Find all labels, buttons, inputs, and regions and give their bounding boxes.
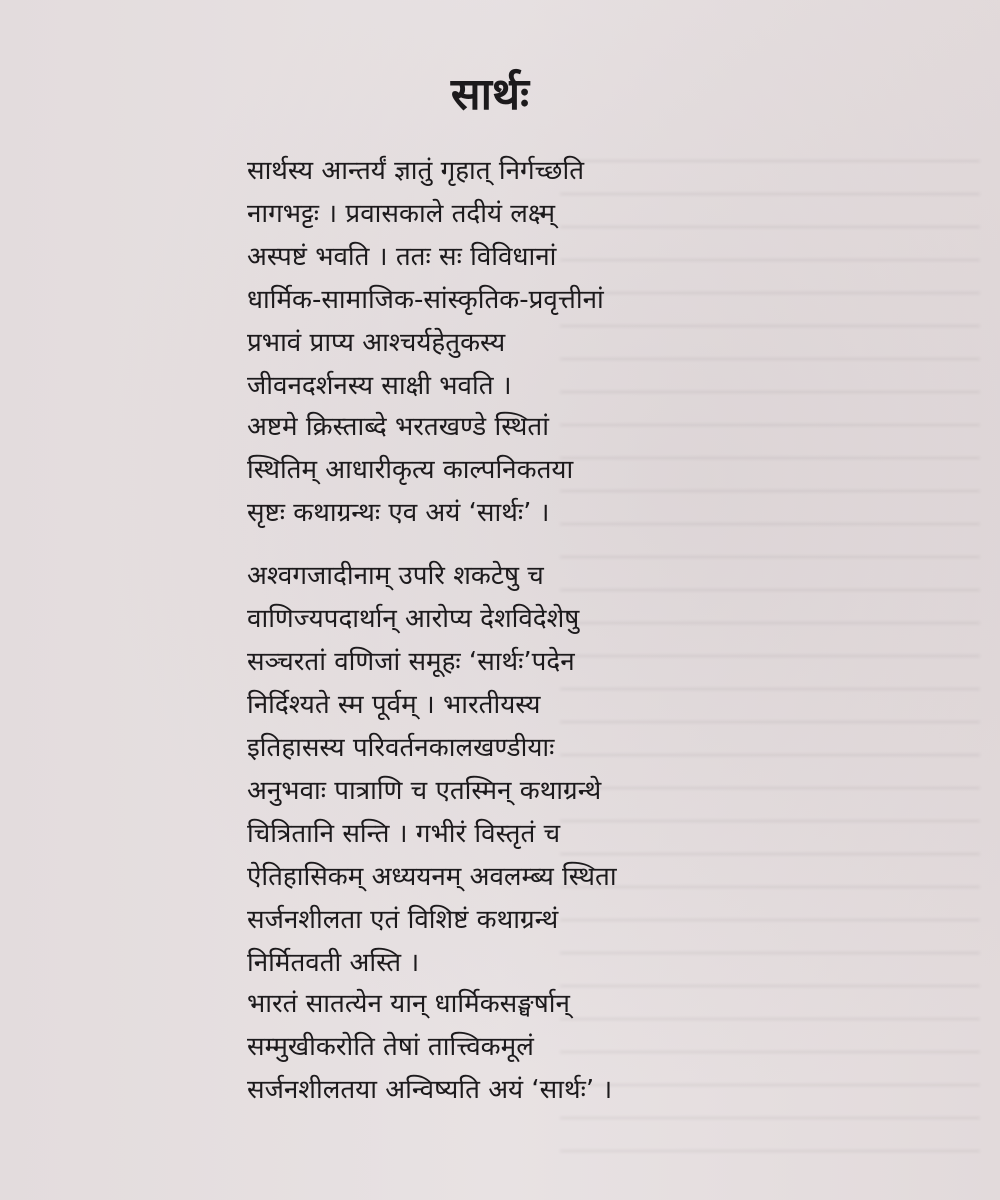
paragraph-line: इतिहासस्य परिवर्तनकालखण्डीयाः <box>247 733 555 763</box>
paragraph-line: ऐतिहासिकम् अध्ययनम् अवलम्ब्य स्थिता <box>247 862 617 892</box>
paragraph-line: चित्रितानि सन्ति । गभीरं विस्तृतं च <box>247 819 561 849</box>
paragraph-line: सम्मुखीकरोति तेषां तात्त्विकमूलं <box>247 1032 534 1062</box>
paragraph-line: निर्दिश्यते स्म पूर्वम् । भारतीयस्य <box>247 690 541 720</box>
paragraph-line: अश्वगजादीनाम् उपरि शकटेषु च <box>247 561 544 591</box>
paragraph-line: स्थितिम् आधारीकृत्य काल्पनिकतया <box>247 455 574 485</box>
paragraph-1 <box>247 150 604 408</box>
paragraph-line: सार्थस्य आन्तर्यं ज्ञातुं गृहात् निर्गच्छति <box>247 156 585 186</box>
paragraph-line: जीवनदर्शनस्य साक्षी भवति । <box>247 371 512 401</box>
paragraph-line: वाणिज्यपदार्थान् आरोप्य देशविदेशेषु <box>247 604 580 634</box>
show-through-texture <box>560 160 980 1160</box>
page-title: सार्थः <box>450 69 530 120</box>
paragraph-line: नागभट्टः । प्रवासकाले तदीयं लक्ष्म् <box>247 199 556 229</box>
paragraph-2 <box>247 406 573 535</box>
paragraph-line: प्रभावं प्राप्य आश्चर्यहेतुकस्य <box>247 328 506 358</box>
paragraph-line: अस्पष्टं भवति । ततः सः विविधानां <box>247 242 557 272</box>
paragraph-line: सृष्टः कथाग्रन्थः एव अयं ‘सार्थः’ । <box>247 498 550 528</box>
paragraph-line: भारतं सातत्येन यान् धार्मिकसङ्घर्षान् <box>247 989 570 1019</box>
paragraph-line: सञ्चरतां वणिजां समूहः ‘सार्थः’पदेन <box>247 647 575 677</box>
paragraph-3 <box>247 555 617 985</box>
paragraph-line: अष्टमे क्रिस्ताब्दे भरतखण्डे स्थितां <box>247 412 549 442</box>
paragraph-line: धार्मिक-सामाजिक-सांस्कृतिक-प्रवृत्तीनां <box>247 285 604 315</box>
paragraph-line: निर्मितवती अस्ति । <box>247 948 420 978</box>
paragraph-line: सर्जनशीलता एतं विशिष्टं कथाग्रन्थं <box>247 905 559 935</box>
paragraph-4 <box>247 983 612 1112</box>
paragraph-line: सर्जनशीलतया अन्विष्यति अयं ‘सार्थः’ । <box>247 1075 613 1105</box>
paragraph-line: अनुभवाः पात्राणि च एतस्मिन् कथाग्रन्थे <box>247 776 602 806</box>
